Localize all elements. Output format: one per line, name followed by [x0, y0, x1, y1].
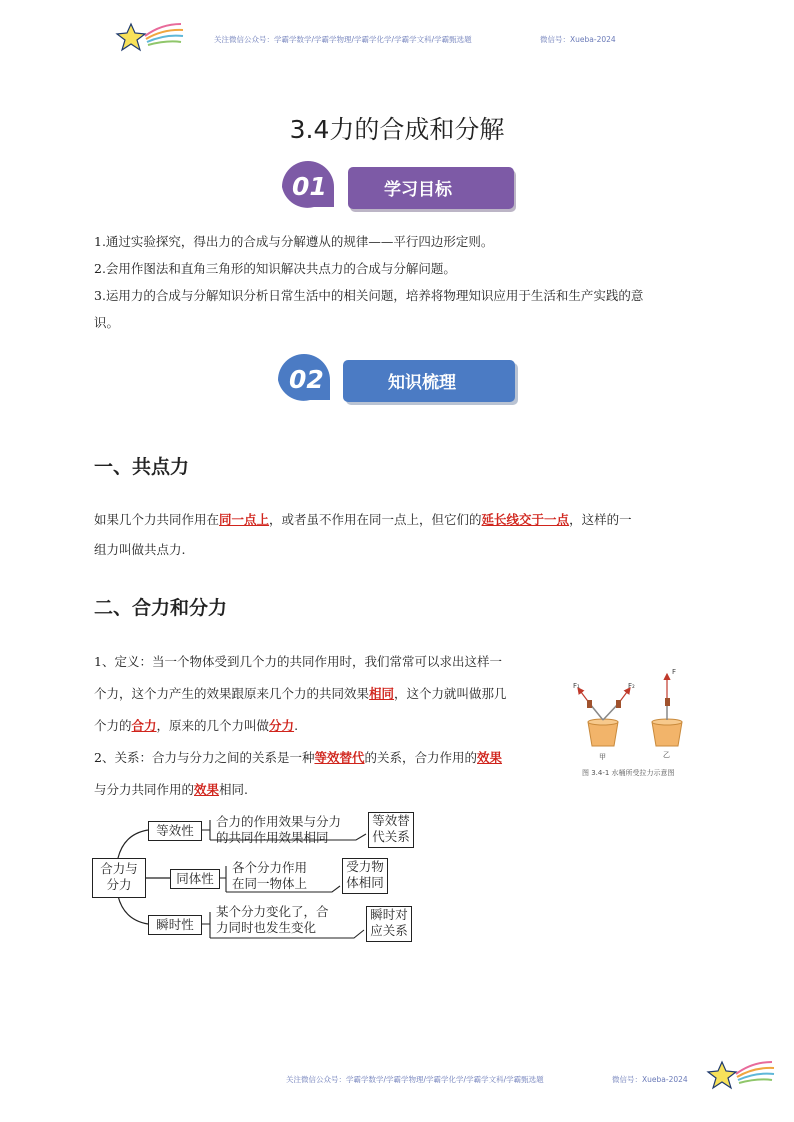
diagram-result-node: 瞬时对 应关系	[366, 906, 412, 942]
objective-item: 3.运用力的合成与分解知识分析日常生活中的相关问题，培养将物理知识应用于生活和生产实践的意	[94, 288, 644, 303]
text-line: 组力叫做共点力.	[94, 542, 186, 557]
objectives-list	[94, 228, 704, 336]
page-title: 3.4力的合成和分解	[289, 115, 505, 144]
objective-item: 2.会用作图法和直角三角形的知识解决共点力的合成与分解问题。	[94, 261, 456, 276]
diagram-result-node: 受力物 体相同	[342, 858, 388, 894]
bucket-force-figure	[568, 664, 698, 782]
text-span: 相同.	[219, 782, 249, 797]
highlight-span: 延长线交于一点	[481, 512, 570, 527]
highlight-span: 效果	[194, 782, 220, 797]
diagram-desc-text: 某个分力变化了，合 力同时也发生变化	[216, 904, 329, 935]
force-label: F₂	[628, 682, 635, 690]
force-label: F₁	[573, 682, 580, 690]
diagram-result-node: 等效替 代关系	[368, 812, 414, 848]
highlight-span: 分力	[269, 718, 295, 733]
diagram-label-node: 等效性	[148, 821, 202, 841]
concurrent-forces-paragraph	[94, 506, 704, 563]
resultant-properties-diagram	[88, 808, 428, 944]
figure-caption: 图 3.4-1 水桶所受拉力示意图	[582, 769, 675, 777]
diagram-center-node: 合力与 分力	[92, 858, 146, 898]
section-number: 02	[289, 365, 324, 394]
text-span: 与分力共同作用的	[94, 782, 195, 797]
heading-resultant-components: 二、合力和分力	[94, 597, 228, 619]
text-span: 2、关系：合力与分力之间的关系是一种	[94, 750, 315, 765]
star-logo-icon	[706, 1056, 778, 1096]
diagram-label-node: 同体性	[170, 869, 220, 889]
highlight-span: 等效替代	[314, 750, 365, 765]
header-follow-text: 关注微信公众号：学霸学数学/学霸学物理/学霸学化学/学霸学文科/学霸甄选题	[214, 35, 472, 44]
diagram-desc-text: 各个分力作用 在同一物体上	[232, 860, 308, 891]
text-span: 如果几个力共同作用在	[94, 512, 220, 527]
text-span: 的关系，合力作用的	[364, 750, 477, 765]
star-logo-icon	[115, 18, 187, 58]
diagram-label-node: 瞬时性	[148, 915, 202, 935]
section-number: 01	[292, 172, 327, 201]
objective-item: 1.通过实验探究，得出力的合成与分解遵从的规律——平行四边形定则。	[94, 234, 494, 249]
text-span: ，这样的一	[569, 512, 632, 527]
section-badge-knowledge	[270, 352, 520, 410]
section-label: 学习目标	[384, 180, 452, 200]
diagram-desc-text: 合力的作用效果与分力 的共同作用效果相同	[216, 814, 342, 845]
footer-wechat-text: 微信号：Xueba-2024	[612, 1075, 688, 1084]
text-span: ，原来的几个力叫做	[156, 718, 270, 733]
highlight-span: 合力	[131, 718, 157, 733]
definition-paragraph	[94, 646, 556, 806]
text-span: ，或者虽不作用在同一点上，但它们的	[269, 512, 482, 527]
figure-sub-label: 甲	[599, 753, 606, 761]
text-line: 1、定义：当一个物体受到几个力的共同作用时，我们常常可以求出这样一	[94, 654, 502, 669]
bucket-illustration	[568, 664, 698, 764]
text-span: 个力的	[94, 718, 132, 733]
header-wechat-text: 微信号：Xueba-2024	[540, 35, 616, 44]
text-span: ，这个力就叫做那几	[394, 686, 507, 701]
heading-concurrent-forces: 一、共点力	[94, 456, 190, 478]
section-badge-objectives	[274, 160, 519, 216]
text-span: .	[294, 718, 299, 733]
text-span: 个力，这个力产生的效果跟原来几个力的共同效果	[94, 686, 370, 701]
objective-item: 识。	[94, 315, 120, 330]
force-label: F	[672, 668, 677, 676]
footer-follow-text: 关注微信公众号：学霸学数学/学霸学物理/学霸学化学/学霸学文科/学霸甄选题	[286, 1075, 544, 1084]
highlight-span: 相同	[369, 686, 395, 701]
highlight-span: 同一点上	[219, 512, 270, 527]
section-label: 知识梳理	[388, 373, 456, 393]
highlight-span: 效果	[477, 750, 503, 765]
figure-sub-label: 乙	[663, 751, 670, 759]
